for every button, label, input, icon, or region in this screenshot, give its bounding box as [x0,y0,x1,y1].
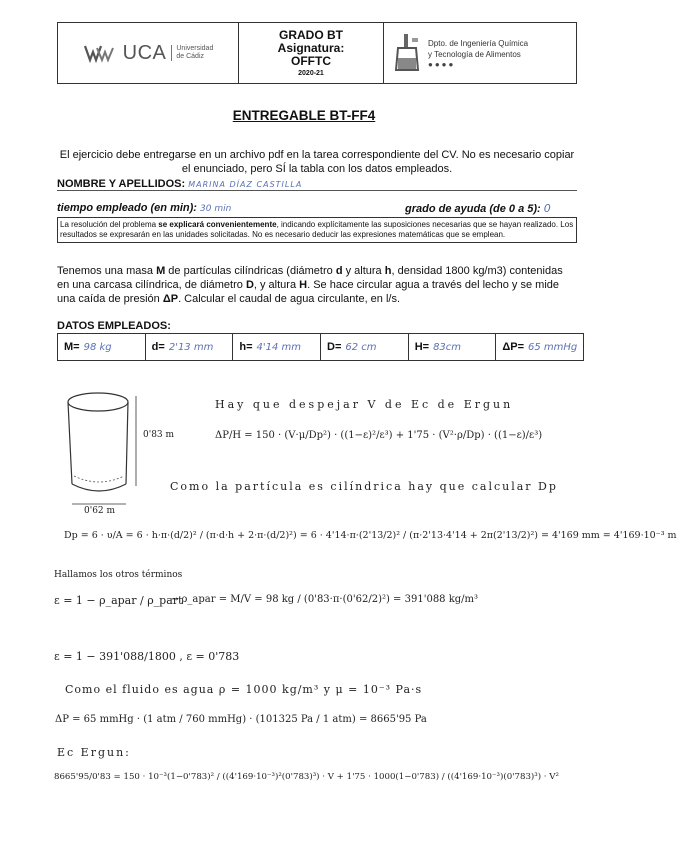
help-value: 0 [543,202,551,215]
problem-text: . Se hace circular agua a través del lecho y se mide una caída de presión [57,279,560,305]
dept-line2: y Tecnología de Alimentos [428,49,521,59]
handwritten-work [0,370,677,848]
epsilon-calc: ε = 1 − 391'088/1800 , ε = 0'783 [54,650,240,663]
note-bold: se explicará convenientemente [158,220,277,229]
datos-value: 83cm [433,341,462,353]
page-title [0,108,608,123]
datos-cell-d [146,334,234,360]
dept-line1: Dpto. de Ingeniería Química [428,38,529,48]
datos-value: 2'13 mm [168,341,214,353]
note-box [57,217,577,243]
datos-value: 4'14 mm [256,341,301,353]
cylinder-sketch [60,388,140,508]
final-equation: 8665'95/0'83 = 150 · 10⁻³(1−0'783)² / ((4'169·10⁻³)²(0'783)³) · V + 1'75 · 1000(1−0'783) / ((4'169·10⁻³)(0'783)³) · V² [54,772,559,782]
datos-label: H= [414,341,430,353]
note-part1: La resolución del problema [60,220,159,229]
help-field [405,202,551,215]
time-label: tiempo empleado (en min): [57,202,197,214]
problem-var: M [156,265,166,277]
name-value: MARINA DÍAZ CASTILLA [188,180,303,189]
uca-crown-icon [83,42,121,64]
hallamos-text: Hallamos los otros términos [54,570,183,580]
page-title-text: ENTREGABLE BT-FF4 [232,108,376,123]
academic-year: 2020-21 [298,70,324,77]
rho-apar-equation: → ρ_apar = M/V = 98 kg / (0'83·π·(0'62/2)²) = 391'088 kg/m³ [170,594,479,605]
datos-value: 62 cm [345,341,377,353]
dp-conversion: ΔP = 65 mmHg · (1 atm / 760 mmHg) · (101325 Pa / 1 atm) = 8665'95 Pa [55,714,427,725]
dept-text-block [428,38,528,69]
note-part2: , indicando explícitamente las suposiciones necesarias que se hayan realizado. Los resultados se expresarán en las unidades solicitadas. No es necesario deducir las expresiones matemáticas que se emplean. [60,220,574,239]
uca-subtitle [171,45,213,61]
datos-label: d= [151,341,165,353]
time-row [57,202,577,216]
datos-label: D= [327,341,342,353]
problem-text: y altura [342,265,385,277]
problem-text: de partículas cilíndricas (diámetro [165,265,336,277]
ec-ergun-label: Ec Ergun: [57,746,131,759]
dept-cell [384,23,576,83]
fluido-text: Como el fluido es agua ρ = 1000 kg/m³ y μ = 10⁻³ Pa·s [65,683,423,696]
grado-label: GRADO BT [279,28,343,42]
dp-equation: Dp = 6 · υ/A = 6 · h·π·(d/2)² / (π·d·h + 2·π·(d/2)²) = 6 · 4'14·π·(2'13/2)² / (π·2'13·4'14 + 2π(2'13/2)²) = 4'169 mm = 4'169·10⁻³ m [64,530,677,541]
datos-cell-h [233,334,321,360]
problem-var: D [245,279,254,291]
datos-label: ΔP= [502,341,525,353]
problem-var: d [335,265,343,277]
problem-var: H [299,279,308,291]
time-field [57,202,231,214]
datos-title: DATOS EMPLEADOS: [57,320,171,332]
uca-logo-cell [58,23,239,83]
como-la-text: Como la partícula es cilíndrica hay que calcular Dp [170,480,558,493]
problem-var: h [384,265,392,277]
uca-sub-line1: Universidad [176,45,214,52]
dept-dots: ●●●● [428,59,456,69]
cylinder-width-label: 0'62 m [84,506,116,516]
asignatura-label: Asignatura: [277,41,345,55]
datos-cell-D [321,334,409,360]
datos-label: h= [239,341,253,353]
ergun-equation: ΔP/H = 150 · (V·μ/Dp²) · ((1−ε)²/ε³) + 1'75 · (V²·ρ/Dp) · ((1−ε)/ε³) [215,430,543,441]
course-cell [239,23,384,83]
course-name: OFFTC [291,54,331,68]
instructions: El ejercicio debe entregarse en un archivo pdf en la tarea correspondiente del CV. No es necesario copiar el enunciado, pero SÍ la tabla con los datos empleados. [59,149,575,175]
datos-value: 65 mmHg [528,341,578,353]
problem-var: ΔP [162,293,179,305]
datos-value: 98 kg [83,341,112,353]
problem-text: . Calcular el caudal de agua circulante, en l/s. [178,293,401,305]
datos-cell-H [409,334,497,360]
name-label: NOMBRE Y APELLIDOS: [57,178,186,190]
flask-icon [394,32,422,74]
uca-brand: UCA [122,41,167,64]
datos-table [57,333,584,361]
epsilon-definition: ε = 1 − ρ_apar / ρ_part [54,594,183,607]
problem-text: , y altura [253,279,300,291]
cylinder-height-label: 0'83 m [143,430,175,440]
problem-statement [57,264,577,306]
problem-text: Tenemos una masa [57,265,157,277]
help-label: grado de ayuda (de 0 a 5): [405,203,541,215]
datos-label: M= [64,341,80,353]
problem-text: , densidad 1800 kg/m3) contenidas en una carcasa cilíndrica, de diámetro [57,265,563,291]
name-row [57,178,577,191]
datos-cell-m [58,334,146,360]
uca-sub-line2: de Cádiz [176,53,205,60]
header-box [57,22,577,84]
hay-que-text: Hay que despejar V de Ec de Ergun [215,398,514,411]
datos-cell-dp [496,334,583,360]
time-value: 30 min [200,204,232,214]
